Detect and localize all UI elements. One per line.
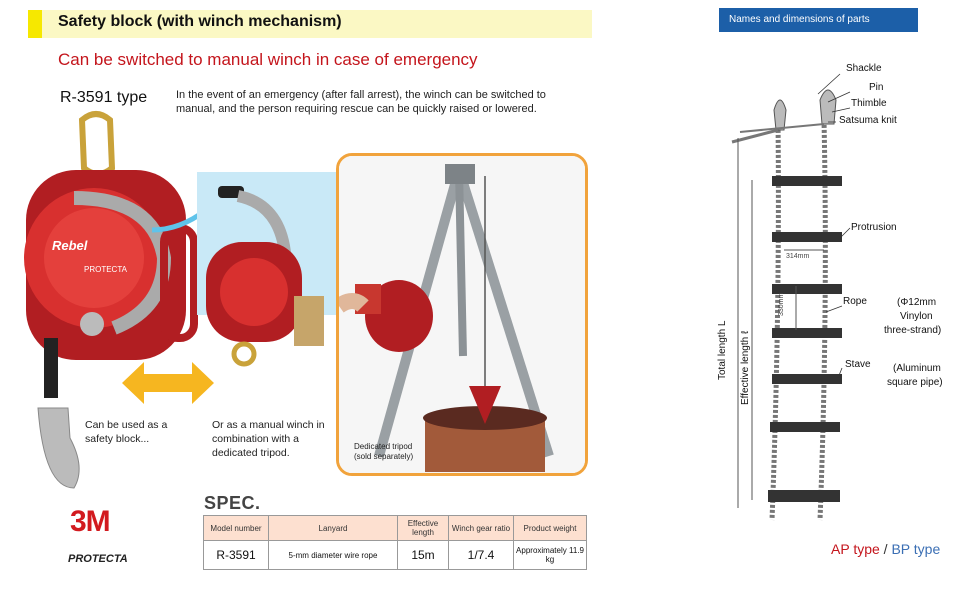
spec-title: SPEC. [204,493,261,513]
label-satsuma-knit: Satsuma knit [839,115,897,126]
label-rope-spec-2: Vinylon [900,311,933,322]
safety-block-illustration [14,108,214,508]
label-dim-314: 314mm [786,253,810,260]
device-sub-text: PROTECTA [84,265,127,274]
model-label: R-3591 type [60,89,148,106]
bp-type-label: BP type [891,541,941,557]
spec-cell-length: 15m [398,541,449,570]
ap-type-label: AP type [831,541,880,557]
names-panel-title: Names and dimensions of parts [719,8,918,32]
label-pin: Pin [869,82,884,93]
label-shackle: Shackle [846,63,882,74]
label-rope: Rope [843,296,867,307]
spec-cell-ratio: 1/7.4 [449,541,514,570]
spec-table [203,515,587,570]
brand-logo-3m: 3M [70,505,110,538]
spec-cell-weight: Approximately 11.9 kg [514,541,587,570]
caption-tripod: Dedicated tripod (sold separately) [354,442,414,461]
label-total-length: Total length L [717,320,728,380]
label-rope-spec-1: (Φ12mm [897,297,937,308]
winch-illustration [198,176,343,376]
spec-cell-model: R-3591 [204,541,269,570]
spec-header-cell: Winch gear ratio [449,516,514,541]
tripod-illustration [339,156,585,473]
label-protrusion: Protrusion [851,222,897,233]
section-title: Safety block (with winch mechanism) [58,13,342,30]
label-dim-330: 330mm [778,292,785,316]
spec-header-row [204,516,587,541]
spec-header-cell: Product weight [514,516,587,541]
label-effective-length: Effective length ℓ [740,330,751,405]
label-rope-spec-3: three-strand) [884,325,942,336]
spec-header-cell: Effective length [398,516,449,541]
spec-cell-lanyard: 5-mm diameter wire rope [269,541,398,570]
caption-safety-block: Can be used as a safety block... [85,419,168,445]
label-stave: Stave [845,359,871,370]
caption-manual-winch: Or as a manual winch in combination with a dedicated tripod. [212,419,325,459]
spec-data-row [204,541,587,570]
type-footer [831,541,940,557]
spec-header-cell: Lanyard [269,516,398,541]
tripod-photo-frame [336,153,588,476]
label-stave-spec-2: square pipe) [887,377,943,388]
label-stave-spec-1: (Aluminum [893,363,941,374]
label-thimble: Thimble [851,98,887,109]
device-brand-text: Rebel [52,238,88,253]
spec-header-cell: Model number [204,516,269,541]
ladder-diagram [700,60,975,530]
description: In the event of an emergency (after fall arrest), the winch can be switched to manual, and the person requiring rescue can be quickly raised or lowered. [176,89,546,115]
subtitle: Can be switched to manual winch in case of emergency [58,50,478,69]
type-separator: / [879,541,892,557]
brand-logo-protecta: PROTECTA [68,553,128,565]
